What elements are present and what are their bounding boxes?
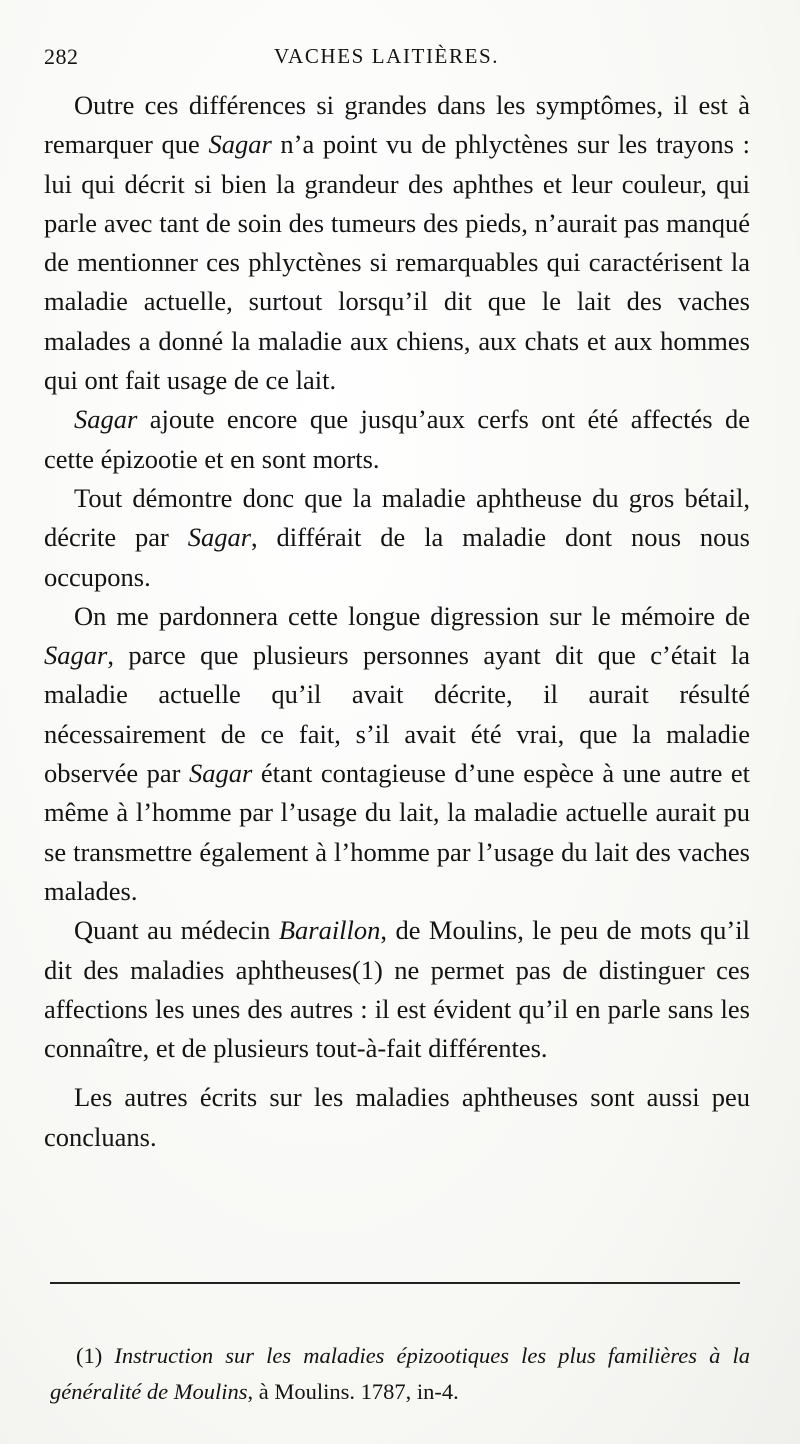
text-run: n’a point vu de phlyctènes sur les trayons : lui qui décrit si bien la grandeur des aphthes et leur couleur, qui parle avec tant de soin des tumeurs des pieds, n’aurait pas manqué de mentionner ces phlyctènes si remarquables qui caractérisent la maladie actuelle, surtout lorsqu’il dit que le lait des vaches malades a donné la maladie aux chiens, aux chats et aux hommes qui ont fait usage de ce lait. (44, 129, 750, 396)
text-run: étant contagieuse d’une espèce à une autre et même à l’homme par l’usage du lait, la maladie actuelle aurait pu se transmettre également à l’homme par l’usage du lait des vaches malades. (44, 758, 750, 906)
body-text (44, 86, 750, 1157)
text-run: Tout démontre donc que la maladie aphtheuse du gros bétail, décrite par (44, 482, 750, 553)
page-number: 282 (44, 44, 79, 69)
footnote-separator (50, 1282, 740, 1284)
italic-name: Sagar (44, 640, 108, 671)
text-run: ajoute encore que jusqu’aux cerfs ont été affectés de cette épizootie et en sont morts. (44, 404, 750, 474)
paragraph-2 (44, 400, 750, 479)
text-run: Quant au médecin (74, 915, 279, 946)
italic-name: Sagar (189, 758, 253, 789)
italic-name: Sagar (187, 522, 252, 553)
text-run: Outre ces différences si grandes dans les symptômes, il est à remarquer que (44, 90, 750, 160)
paragraph-3 (44, 479, 750, 597)
text-run: On me pardonnera cette longue digression sur le mémoire de (74, 600, 750, 631)
footnote (50, 1338, 750, 1410)
text-run: , différait de la maladie dont nous nous occupons. (44, 522, 750, 592)
paragraph-1 (44, 86, 750, 400)
footnote-text (50, 1338, 750, 1410)
text-run: Les autres écrits sur les maladies aphtheuses sont aussi peu concluans. (44, 1082, 750, 1152)
text-run: , parce que plusieurs personnes ayant dit que c’était la maladie actuelle qu’il avait décrite, il aurait résulté nécessairement de ce fait, s’il avait été vrai, que la maladie observée par (44, 640, 750, 789)
text-run: , de Moulins, le peu de mots qu’il dit des maladies aphtheuses(1) ne permet pas de distinguer ces affections les unes des autres : il est évident qu’il en parle sans les connaître, et de plusieurs tout-à-fait différentes. (44, 915, 750, 1064)
italic-name: Sagar (74, 404, 138, 435)
italic-name: Sagar (208, 129, 272, 160)
footnote-marker: (1) (76, 1343, 115, 1368)
running-head: VACHES LAITIÈRES. (274, 44, 500, 68)
paragraph-6 (44, 1078, 750, 1157)
footnote-rest: , à Moulins. 1787, in-4. (247, 1379, 459, 1404)
italic-name: Baraillon (278, 915, 381, 946)
footnote-title: Instruction sur les maladies épizootiques les plus familières à la généralité de Moulins (50, 1343, 750, 1404)
paragraph-5 (44, 911, 750, 1068)
paragraph-4 (44, 597, 750, 911)
page-header (44, 42, 750, 74)
